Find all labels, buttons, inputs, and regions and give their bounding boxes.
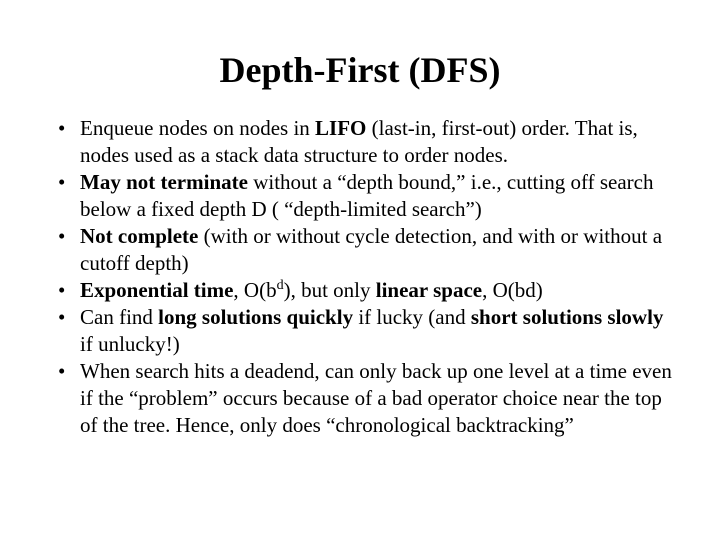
bullet-dot: • — [58, 224, 66, 248]
bullet-text-bold: long solutions quickly — [158, 305, 354, 329]
bullet-text-bold: short solutions slowly — [470, 305, 664, 329]
bullet-item — [58, 277, 678, 304]
bullet-text-superscript: d — [276, 278, 284, 293]
bullet-dot: • — [58, 278, 66, 302]
bullet-item — [58, 169, 678, 223]
bullet-item — [58, 358, 678, 439]
bullet-text: ), but only — [283, 278, 376, 302]
bullet-text: without a “depth bound,” i.e., cutting off search below a fixed depth D ( “depth-limited search”) — [80, 170, 654, 221]
bullet-text: if lucky (and — [353, 305, 471, 329]
bullet-dot: • — [58, 305, 66, 329]
bullet-dot: • — [58, 359, 66, 383]
slide-title: Depth-First (DFS) — [219, 50, 501, 90]
bullet-text: , O(b — [233, 278, 277, 302]
bullet-item — [58, 115, 678, 169]
bullet-text-bold: LIFO — [315, 116, 367, 140]
bullet-dot: • — [58, 170, 66, 194]
bullet-text-bold: May not terminate — [80, 170, 248, 194]
bullet-text-bold: Exponential time — [80, 278, 234, 302]
bullet-text: (with or without cycle detection, and with or without a cutoff depth) — [80, 224, 663, 275]
bullet-text: When search hits a deadend, can only back up one level at a time even if the “problem” occurs because of a bad operator choice near the top of the tree. Hence, only does “chronological backtracking” — [80, 359, 672, 437]
bullet-item — [58, 223, 678, 277]
bullet-text: (last-in, first-out) order. That is, nodes used as a stack data structure to order nodes. — [80, 116, 638, 167]
bullet-item — [58, 304, 678, 358]
bullet-dot: • — [58, 116, 66, 140]
bullet-list — [58, 115, 678, 439]
bullet-text-bold: linear space — [375, 278, 483, 302]
bullet-text: , O(bd) — [482, 278, 543, 302]
bullet-text: Can find — [80, 305, 159, 329]
bullet-text: Enqueue nodes on nodes in — [80, 116, 316, 140]
bullet-text-bold: Not complete — [80, 224, 199, 248]
bullet-text: if unlucky!) — [80, 332, 180, 356]
